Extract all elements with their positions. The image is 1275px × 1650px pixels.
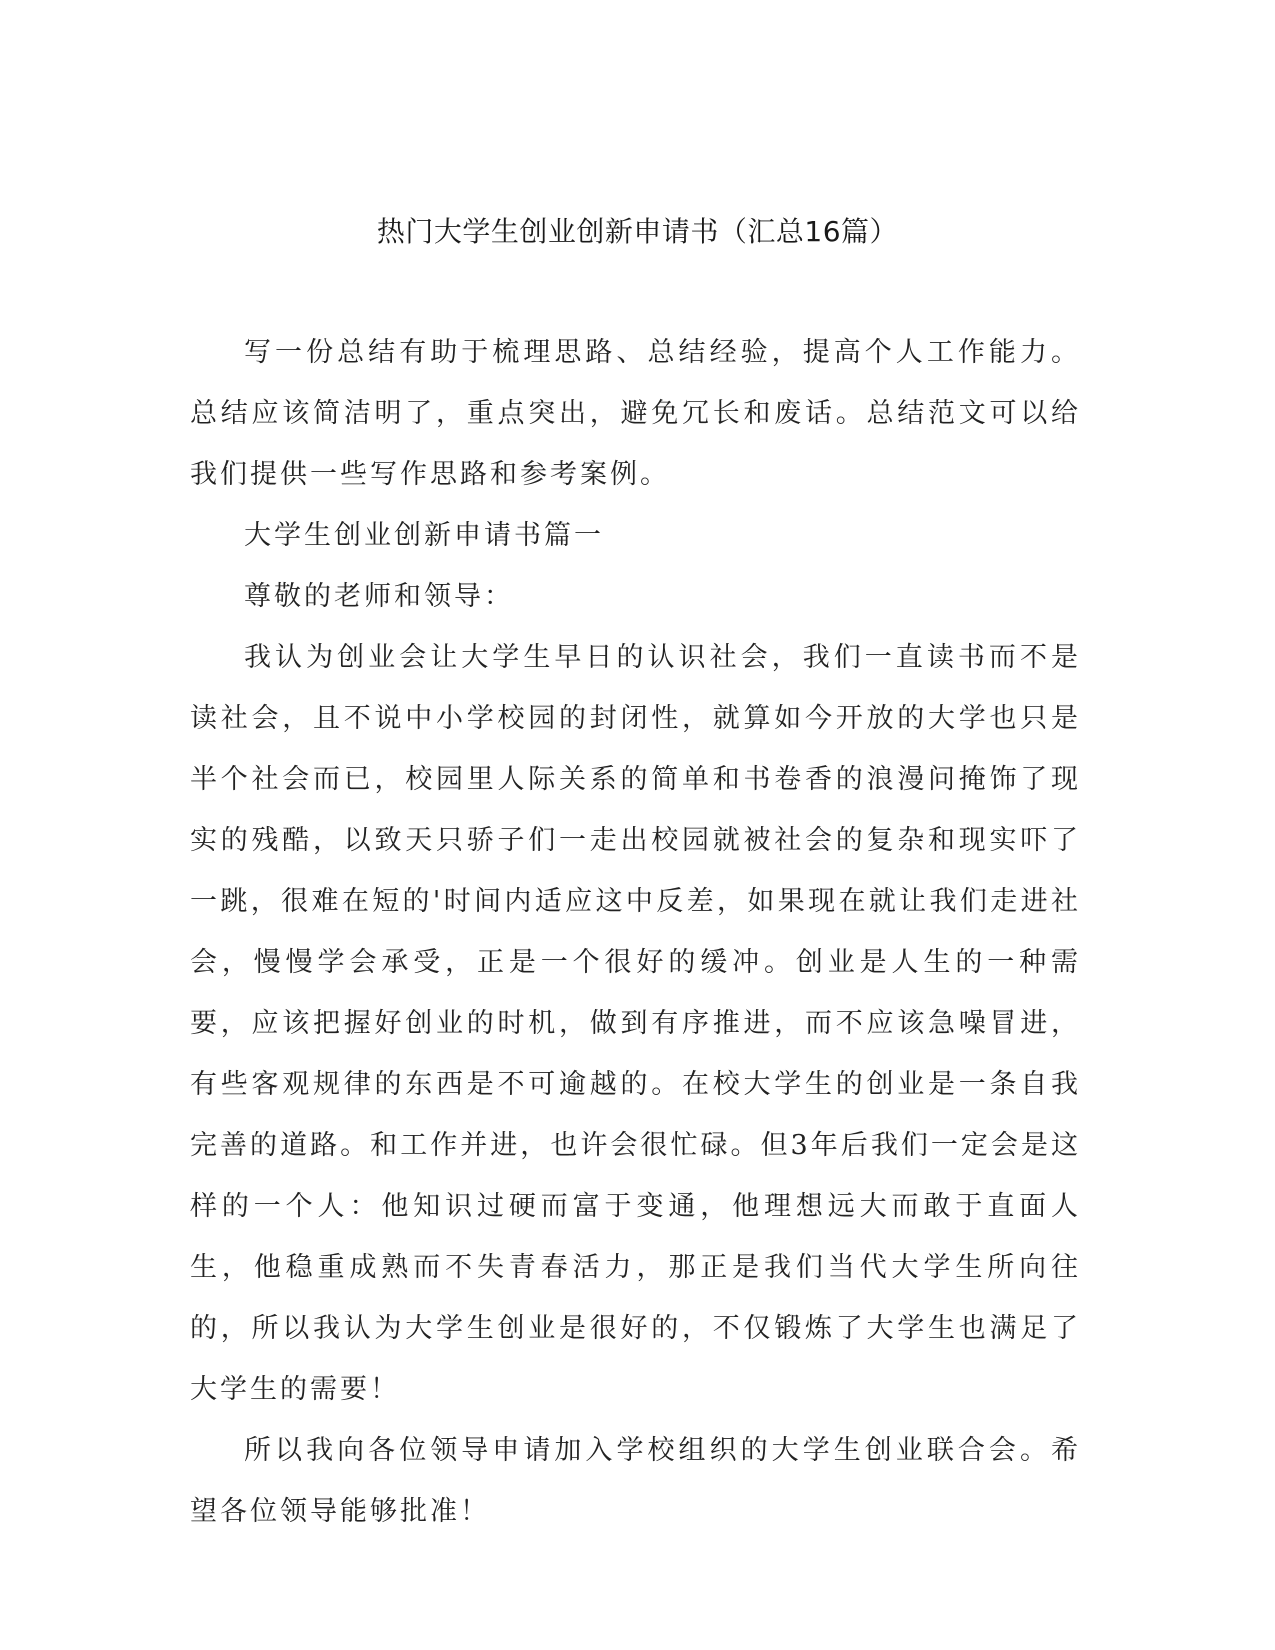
document-title: 热门大学生创业创新申请书（汇总16篇）	[376, 215, 899, 248]
main-paragraph: 我认为创业会让大学生早日的认识社会，我们一直读书而不是读社会，且不说中小学校园的封闭性，就算如今开放的大学也只是半个社会而已，校园里人际关系的简单和书卷香的浪漫问掩饰了现实的残酷，以致天只骄子们一走出校园就被社会的复杂和现实吓了一跳，很难在短的'时间内适应这中反差，如果现在就让我们走进社会，慢慢学会承受，正是一个很好的缓冲。创业是人生的一种需要，应该把握好创业的时机，做到有序推进，而不应该急噪冒进，有些客观规律的东西是不可逾越的。在校大学生的创业是一条自我完善的道路。和工作并进，也许会很忙碌。但3年后我们一定会是这样的一个人：他知识过硬而富于变通，他理想远大而敢于直面人生，他稳重成熟而不失青春活力，那正是我们当代大学生所向往的，所以我认为大学生创业是很好的，不仅锻炼了大学生也满足了大学生的需要！	[190, 642, 1081, 1405]
salutation: 尊敬的老师和领导：	[244, 581, 514, 612]
intro-paragraph: 写一份总结有助于梳理思路、总结经验，提高个人工作能力。总结应该简洁明了，重点突出，避免冗长和废话。总结范文可以给我们提供一些写作思路和参考案例。	[190, 337, 1081, 490]
section-heading: 大学生创业创新申请书篇一	[244, 520, 604, 551]
document-body	[190, 322, 1081, 1542]
closing-paragraph: 所以我向各位领导申请加入学校组织的大学生创业联合会。希望各位领导能够批准！	[190, 1435, 1081, 1527]
